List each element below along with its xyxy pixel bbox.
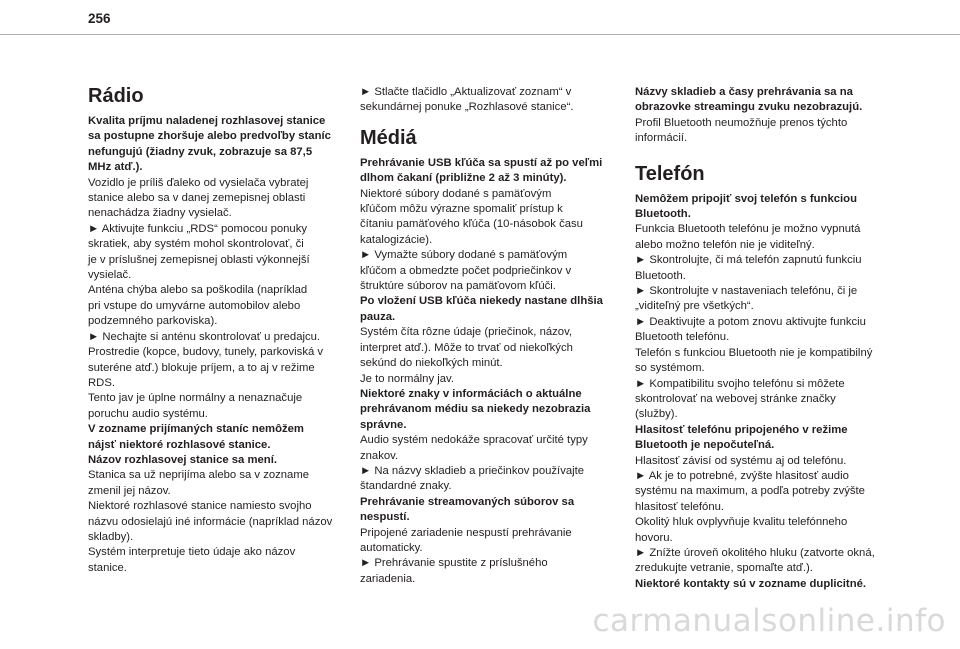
text-line: kľúčom a obmedzte počet podpriečinkov v (360, 264, 572, 277)
text-line: obrazovke streamingu zvuku nezobrazujú. (635, 101, 863, 114)
text-line: vysielač. (88, 269, 132, 282)
answer-paragraph (360, 526, 616, 588)
text-line: Systém číta rôzne údaje (priečinok, názov, (360, 326, 573, 339)
text-line: ► Znížte úroveň okolitého hluku (zatvorte okná, (635, 546, 875, 559)
section-heading: Telefón (635, 162, 705, 185)
text-line: stanice alebo sa v danej zemepisnej oblasti (88, 192, 306, 205)
question-paragraph (88, 422, 344, 468)
text-line: so systémom. (635, 362, 705, 375)
text-line: ► Na názvy skladieb a priečinkov používajte (360, 464, 585, 477)
text-line: Bluetooth telefónu. (635, 331, 730, 344)
text-line: ► Vymažte súbory dodané s pamäťovým (360, 249, 568, 262)
text-line: suteréne atď.) blokuje príjem, a to aj v režime (88, 361, 315, 374)
text-line: pri vstupe do umyvárne automobilov alebo (88, 299, 301, 312)
text-line: zmenil jej názov. (88, 484, 171, 497)
text-line: „viditeľný pre všetkých“. (635, 300, 754, 313)
text-line: nájsť niektoré rozhlasové stanice. (88, 438, 271, 451)
text-line: skontrolovať na webovej stránke značky (635, 392, 836, 405)
text-line: Prehrávanie streamovaných súborov sa (360, 495, 575, 508)
text-line: Niektoré znaky v informáciách o aktuálne (360, 387, 582, 400)
text-line: Nemôžem pripojiť svoj telefón s funkciou (635, 192, 857, 205)
text-line: katalogizácie). (360, 233, 433, 246)
text-line: Niektoré rozhlasové stanice namiesto svojho (88, 500, 312, 513)
text-line: poruchu audio systému. (88, 407, 208, 420)
text-line: hlasitosť telefónu. (635, 500, 725, 513)
answer-paragraph (88, 176, 344, 423)
text-line: správne. (360, 418, 407, 431)
text-line: Hlasitosť závisí od systému aj od telefónu. (635, 454, 847, 467)
column-2 (360, 85, 616, 587)
text-line: je v príslušnej zemepisnej oblasti výkonnejší (88, 253, 310, 266)
header-divider (0, 34, 960, 35)
question-paragraph (635, 85, 891, 116)
text-line: Prostredie (kopce, budovy, tunely, parkoviská v (88, 346, 324, 359)
question-paragraph (635, 192, 891, 223)
answer-paragraph (360, 187, 616, 295)
text-line: Kvalita príjmu naladenej rozhlasovej stanice (88, 115, 326, 127)
text-line: Bluetooth. (635, 208, 691, 221)
question-paragraph (360, 495, 616, 526)
text-line: sa postupne zhoršuje alebo predvoľby staníc (88, 130, 331, 143)
question-paragraph (360, 294, 616, 325)
text-line: Systém interpretuje tieto údaje ako názov (88, 546, 296, 559)
question-paragraph (88, 114, 344, 176)
section-heading: Rádio (88, 85, 144, 107)
watermark: carmanualsonline.info (592, 603, 946, 639)
text-line: názvu odosielajú iné informácie (napríklad názov (88, 515, 333, 528)
text-line: MHz atď.). (88, 161, 143, 174)
text-line: Bluetooth je nepočuteľná. (635, 439, 775, 452)
question-paragraph (635, 423, 891, 454)
text-line: ► Deaktivujte a potom znovu aktivujte funkciu (635, 315, 866, 328)
text-line: Profil Bluetooth neumožňuje prenos týchto (635, 116, 848, 129)
text-line: (služby). (635, 408, 678, 421)
question-paragraph (635, 577, 891, 592)
text-line: ► Aktivujte funkciu „RDS“ pomocou ponuky (88, 222, 308, 235)
text-line: dlhom čakaní (približne 2 až 3 minúty). (360, 172, 567, 185)
text-line: ► Skontrolujte v nastaveniach telefónu, či je (635, 285, 858, 298)
text-line: Telefón s funkciou Bluetooth nie je kompatibilný (635, 346, 873, 359)
answer-paragraph (635, 454, 891, 577)
answer-paragraph (360, 325, 616, 387)
text-line: interpret atď.). Môže to trvať od niekoľkých (360, 341, 573, 354)
text-line: ► Kompatibilitu svojho telefónu si môžete (635, 377, 845, 390)
answer-paragraph (635, 116, 891, 147)
text-line: ► Ak je to potrebné, zvýšte hlasitosť audio (635, 469, 849, 482)
text-line: V zozname prijímaných staníc nemôžem (88, 423, 304, 436)
question-paragraph (360, 156, 616, 187)
text-line: Názov rozhlasovej stanice sa mení. (88, 453, 277, 466)
column-1 (88, 85, 344, 576)
text-line: nefungujú (žiadny zvuk, zobrazuje sa 87,5 (88, 145, 313, 158)
text-line: Bluetooth. (635, 269, 686, 282)
text-line: štandardné znaky. (360, 480, 452, 493)
text-line: automaticky. (360, 541, 423, 554)
section-heading: Médiá (360, 126, 417, 149)
text-line: štruktúre súborov na pamäťovom kľúči. (360, 280, 556, 293)
text-line: hovoru. (635, 531, 673, 544)
text-line: Stanica sa už neprijíma alebo sa v zozname (88, 469, 310, 482)
text-line: ► Stlačte tlačidlo „Aktualizovať zoznam“ v (360, 86, 572, 98)
text-line: skratiek, aby systém mohol skontrolovať, či (88, 238, 304, 251)
text-line: Funkcia Bluetooth telefónu je možno vypnutá (635, 223, 861, 236)
text-line: Vozidlo je príliš ďaleko od vysielača vybratej (88, 176, 309, 189)
text-line: ► Prehrávanie spustite z príslušného (360, 557, 548, 570)
page-number: 256 (88, 11, 111, 26)
answer-paragraph (635, 222, 891, 422)
question-paragraph (360, 387, 616, 433)
text-line: ► Skontrolujte, či má telefón zapnutú funkciu (635, 254, 862, 267)
text-line: podzemného parkoviska). (88, 315, 218, 328)
text-line: RDS. (88, 376, 115, 389)
text-line: systému na maximum, a podľa potreby zvýšte (635, 485, 865, 498)
text-line: sekundárnej ponuke „Rozhlasové stanice“. (360, 101, 574, 114)
text-line: ► Nechajte si anténu skontrolovať u predajcu. (88, 330, 321, 343)
text-line: nenachádza žiadny vysielač. (88, 207, 232, 220)
text-line: znakov. (360, 449, 399, 462)
text-line: Názvy skladieb a časy prehrávania sa na (635, 86, 853, 98)
text-line: zredukujte vetranie, spomaľte atď.). (635, 562, 813, 575)
text-line: Anténa chýba alebo sa poškodila (napríklad (88, 284, 308, 297)
text-line: stanice. (88, 561, 127, 574)
text-line: informácií. (635, 132, 688, 145)
text-line: Prehrávanie USB kľúča sa spustí až po veľmi (360, 156, 603, 169)
answer-paragraph (88, 468, 344, 576)
text-line: Po vložení USB kľúča niekedy nastane dlhšia (360, 295, 603, 308)
answer-paragraph (360, 433, 616, 495)
text-line: skladby). (88, 530, 134, 543)
text-line: prehrávanom médiu sa niekedy nezobrazia (360, 403, 591, 416)
text-line: Pripojené zariadenie nespustí prehrávanie (360, 526, 572, 539)
text-line: Niektoré kontakty sú v zozname duplicitné. (635, 577, 867, 590)
text-line: Audio systém nedokáže spracovať určité typy (360, 434, 588, 447)
column-3 (635, 85, 891, 592)
text-line: alebo možno telefón nie je viditeľný. (635, 238, 815, 251)
text-line: sekúnd do niekoľkých minút. (360, 357, 503, 370)
text-line: čítaniu pamäťového kľúča (10-násobok času (360, 218, 583, 231)
text-line: Hlasitosť telefónu pripojeného v režime (635, 423, 848, 436)
text-line: Tento jav je úplne normálny a nenaznačuje (88, 392, 303, 405)
text-line: kľúčom môžu výrazne spomaliť prístup k (360, 203, 563, 216)
text-line: pauza. (360, 310, 396, 323)
text-line: zariadenia. (360, 572, 416, 585)
text-line: Niektoré súbory dodané s pamäťovým (360, 187, 552, 200)
answer-paragraph (360, 85, 616, 116)
text-line: nespustí. (360, 511, 410, 524)
text-line: Je to normálny jav. (360, 372, 454, 385)
text-line: Okolitý hluk ovplyvňuje kvalitu telefónneho (635, 516, 848, 529)
